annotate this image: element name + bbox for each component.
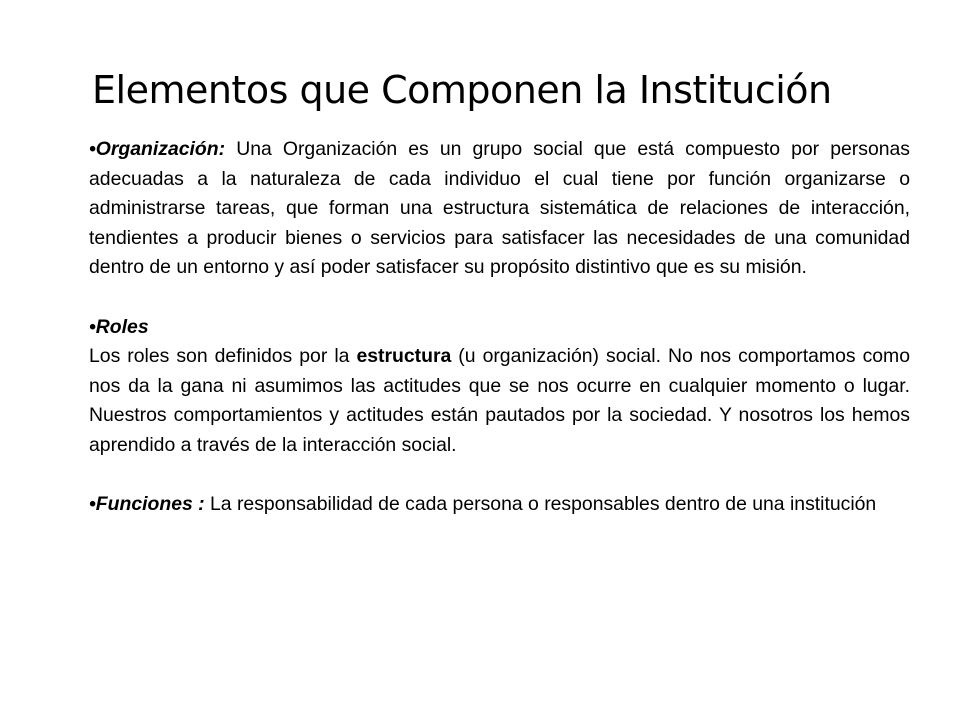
funciones-paragraph (89, 490, 910, 520)
funciones-text: La responsabilidad de cada persona o responsables dentro de una institución (204, 493, 877, 516)
organizacion-text: Una Organización es un grupo social que está compuesto por personas adecuadas a la naturaleza de cada individuo el cual tiene por función organizarse o administrarse tareas, que forman una estructura sistemática de relaciones de interacción, tendientes a producir bienes o servicios para satisfacer las necesidades de una comunidad dentro de un entorno y así poder satisfacer su propósito distintivo que es su misión. (89, 138, 910, 279)
roles-text-after: (u organización) social. No nos comportamos como nos da la gana ni asumimos las actitudes que se nos ocurre en cualquier momento o lugar. Nuestros comportamientos y actitudes están pautados por la sociedad. Y nosotros los hemos aprendido a través de la interacción social. (89, 345, 910, 456)
organizacion-paragraph (89, 135, 910, 283)
funciones-heading: Funciones : (95, 493, 205, 516)
roles-paragraph (89, 313, 910, 461)
roles-heading-line (89, 313, 910, 343)
slide-title: Elementos que Componen la Institución (92, 68, 832, 112)
organizacion-bullet: • (89, 138, 96, 160)
roles-bullet: • (89, 315, 96, 338)
funciones-bullet: • (89, 493, 96, 516)
roles-emphasis: estructura (356, 345, 452, 368)
organizacion-heading: Organización: (95, 138, 226, 160)
slide-body (89, 135, 910, 520)
roles-heading: Roles (95, 315, 149, 338)
roles-text-before: Los roles son definidos por la (89, 345, 357, 368)
